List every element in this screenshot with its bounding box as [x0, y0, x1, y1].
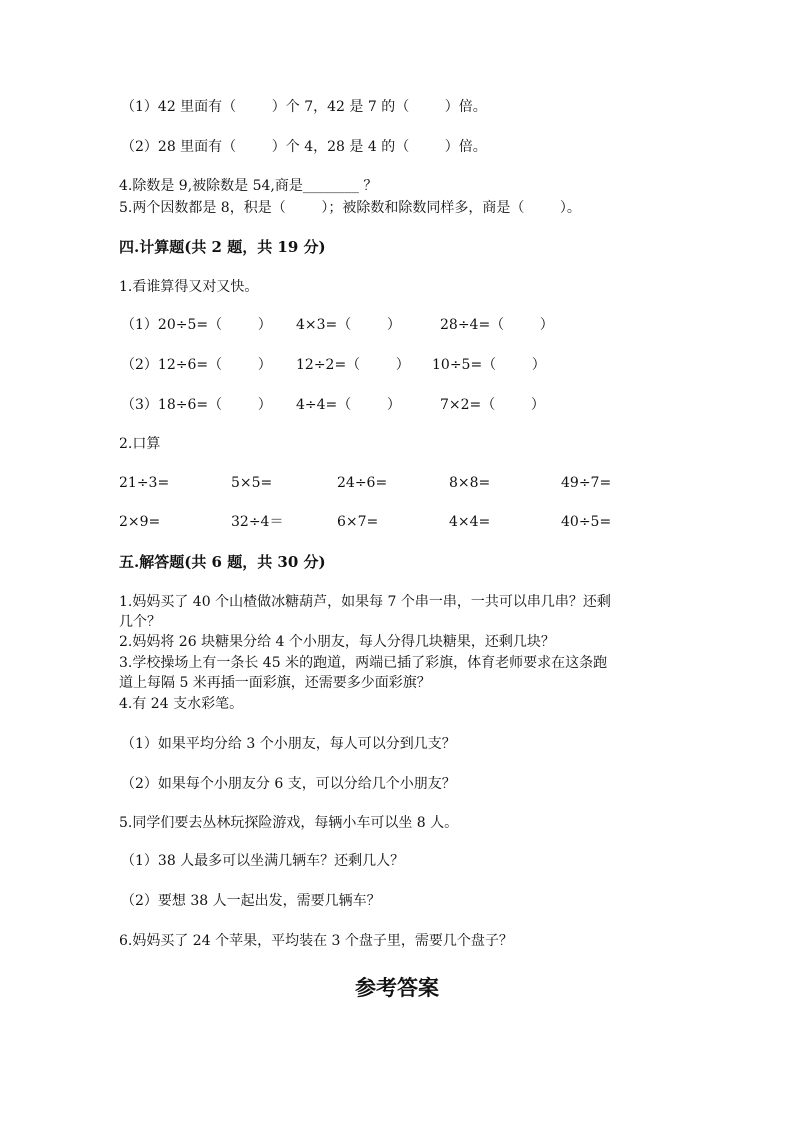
oral-row-1-col-1: 21÷3= [119, 475, 170, 491]
calc-1-row-2-a: （2）12÷6=（ ） [121, 357, 272, 373]
oral-row-1-col-5: 49÷7= [561, 475, 612, 491]
oral-row-1-col-4: 8×8= [449, 475, 491, 491]
oral-row-2-col-4: 4×4= [449, 514, 491, 530]
section-5-title: 五.解答题(共 6 题，共 30 分) [119, 553, 326, 571]
calc-1-row-1-c: 28÷4=（ ） [440, 317, 554, 333]
question-4: 4.除数是 9,被除数是 54,商是________ ？ [119, 178, 378, 194]
question-3-sub-1: （1）42 里面有（ ）个 7，42 是 7 的（ ）倍。 [121, 99, 487, 115]
calc-1-row-2-c: 10÷5=（ ） [432, 357, 546, 373]
oral-row-2-col-2: 32÷4＝ [231, 514, 284, 530]
problem-4-sub-2: （2）如果每个小朋友分 6 支，可以分给几个小朋友？ [121, 776, 456, 792]
calc-1-row-2-b: 12÷2=（ ） [296, 357, 410, 373]
oral-row-2-col-3: 6×7= [337, 514, 379, 530]
problem-1-line-2: 几个？ [119, 614, 161, 630]
calc-1-row-3-a: （3）18÷6=（ ） [121, 397, 272, 413]
calc-2-title: 2.口算 [119, 436, 161, 452]
problem-5: 5.同学们要去丛林玩探险游戏，每辆小车可以坐 8 人。 [119, 815, 459, 831]
problem-2: 2.妈妈将 26 块糖果分给 4 个小朋友，每人分得几块糖果，还剩几块？ [119, 634, 555, 650]
answer-section-title: 参考答案 [355, 975, 439, 1000]
calc-1-row-1-a: （1）20÷5=（ ） [121, 317, 272, 333]
problem-5-sub-2: （2）要想 38 人一起出发，需要几辆车？ [121, 893, 381, 909]
problem-4-sub-1: （1）如果平均分给 3 个小朋友，每人可以分到几支？ [121, 736, 456, 752]
question-5: 5.两个因数都是 8，积是（ ）；被除数和除数同样多，商是（ ）。 [119, 200, 581, 216]
oral-row-1-col-2: 5×5= [231, 475, 273, 491]
problem-3-line-1: 3.学校操场上有一条长 45 米的跑道，两端已插了彩旗，体育老师要求在这条跑 [119, 655, 608, 671]
calc-1-row-3-c: 7×2=（ ） [440, 397, 545, 413]
problem-4: 4.有 24 支水彩笔。 [119, 696, 244, 712]
problem-5-sub-1: （1）38 人最多可以坐满几辆车？还剩几人？ [121, 853, 405, 869]
calc-1-title: 1.看谁算得又对又快。 [119, 279, 259, 295]
calc-1-row-1-b: 4×3=（ ） [296, 317, 401, 333]
oral-row-2-col-5: 40÷5= [561, 514, 612, 530]
question-3-sub-2: （2）28 里面有（ ）个 4，28 是 4 的（ ）倍。 [121, 139, 487, 155]
oral-row-2-col-1: 2×9= [119, 514, 161, 530]
problem-3-line-2: 道上每隔 5 米再插一面彩旗，还需要多少面彩旗？ [119, 675, 431, 691]
section-4-title: 四.计算题(共 2 题，共 19 分) [119, 238, 326, 256]
problem-1-line-1: 1.妈妈买了 40 个山楂做冰糖葫芦，如果每 7 个串一串，一共可以串几串？还剩 [119, 594, 611, 610]
problem-6: 6.妈妈买了 24 个苹果，平均装在 3 个盘子里，需要几个盘子？ [119, 933, 513, 949]
calc-1-row-3-b: 4÷4=（ ） [296, 397, 401, 413]
oral-row-1-col-3: 24÷6= [337, 475, 388, 491]
